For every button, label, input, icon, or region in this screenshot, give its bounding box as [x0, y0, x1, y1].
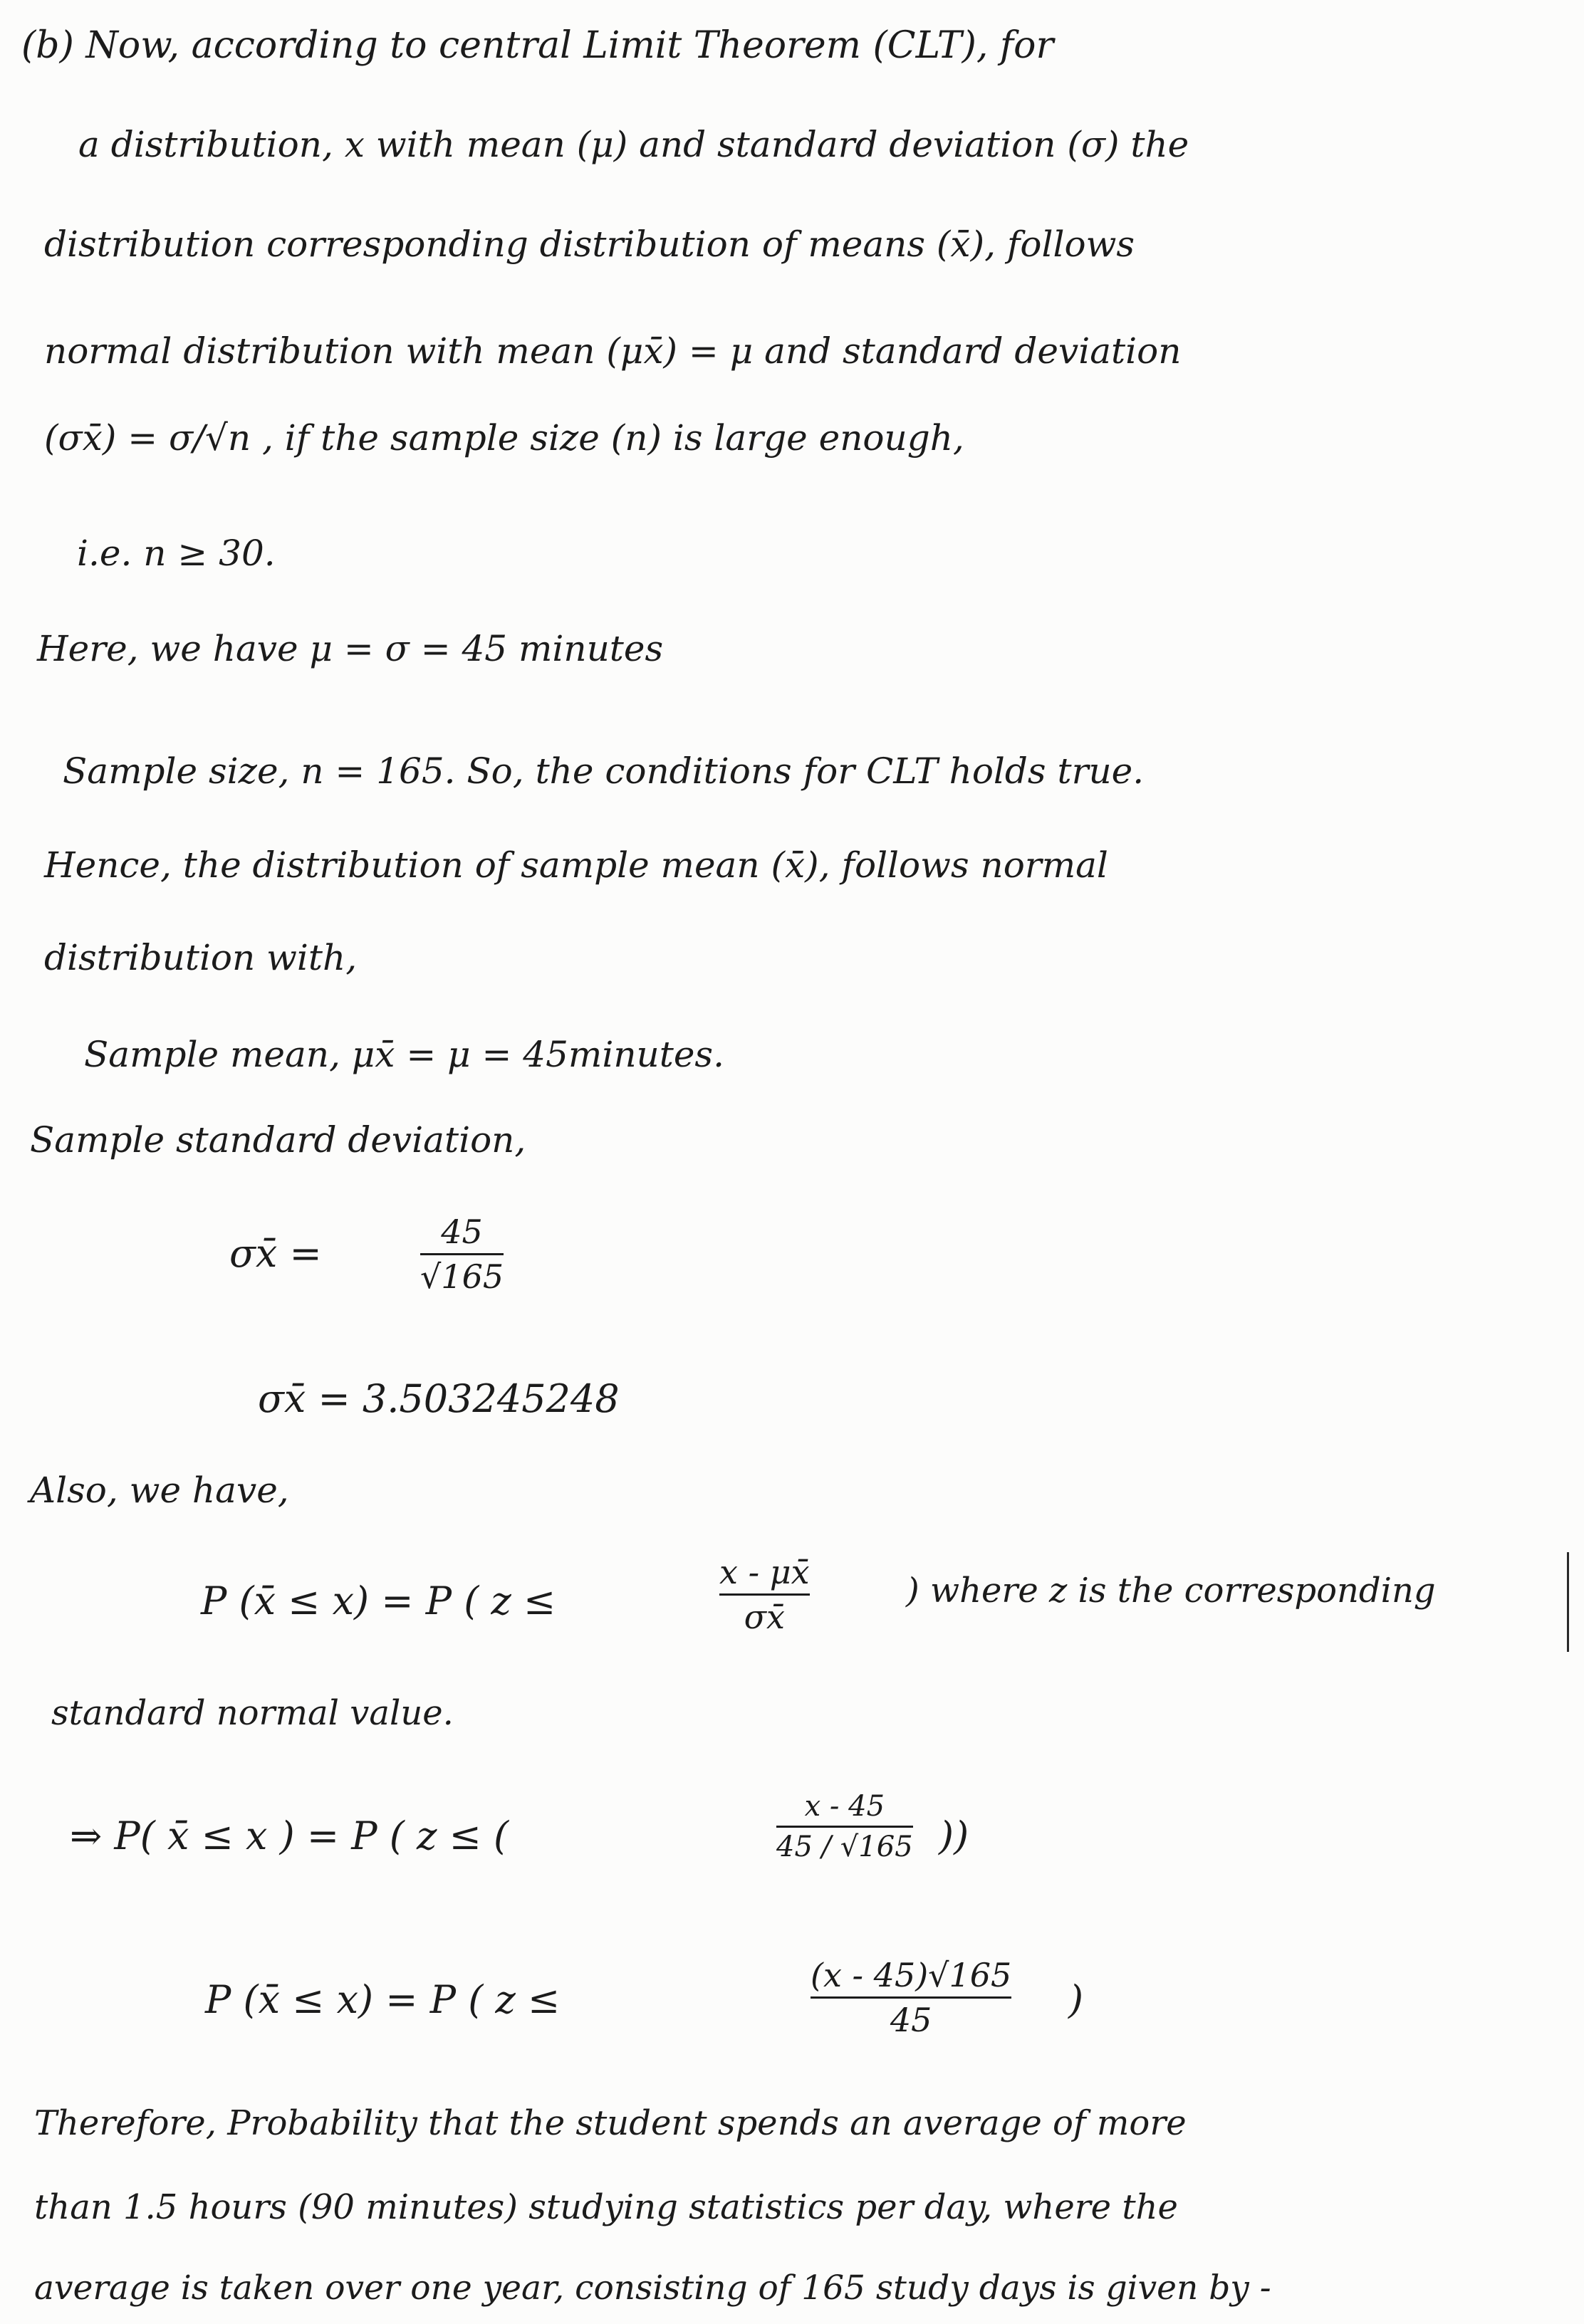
text-line-3: distribution corresponding distribution of means (x̄), follows	[44, 224, 1135, 265]
text-line-22: average is taken over one year, consisting of 165 study days is given by -	[34, 2268, 1271, 2308]
text-line-5: (σx̄) = σ/√n , if the sample size (n) is large enough,	[44, 417, 964, 459]
text-line-17: standard normal value.	[51, 1693, 454, 1733]
sigma-xbar-equals: σx̄ =	[229, 1231, 322, 1276]
fraction-x-minus-45-over-se	[776, 1791, 913, 1862]
fraction-denominator: √165	[420, 1257, 504, 1297]
probability-expression-rhs: ) where z is the corresponding	[906, 1571, 1436, 1611]
margin-edge-mark	[1567, 1552, 1569, 1652]
fraction-bar	[420, 1253, 504, 1255]
fraction-bar	[719, 1593, 810, 1596]
fraction-numerator: 45	[441, 1213, 483, 1251]
text-line-9: Hence, the distribution of sample mean (x̄), follows normal	[44, 844, 1108, 886]
implication-expression-lhs: ⇒ P( x̄ ≤ x ) = P ( z ≤ (	[70, 1813, 509, 1858]
text-line-12: Sample standard deviation,	[30, 1119, 526, 1161]
final-expression-lhs: P (x̄ ≤ x) = P ( z ≤	[205, 1977, 561, 2022]
fraction-z-score	[719, 1555, 810, 1635]
fraction-numerator: (x - 45)√165	[811, 1956, 1012, 1994]
text-line-1: (b) Now, according to central Limit Theorem (CLT), for	[21, 24, 1054, 67]
fraction-bar	[811, 1996, 1011, 1999]
sigma-xbar-value: σx̄ = 3.503245248	[258, 1376, 620, 1421]
text-line-7: Here, we have μ = σ = 45 minutes	[37, 628, 664, 669]
text-line-2: a distribution, x with mean (μ) and standard deviation (σ) the	[78, 124, 1189, 165]
final-expression-rhs: )	[1068, 1977, 1084, 2022]
fraction-denominator: 45	[890, 2001, 932, 2040]
implication-expression-rhs: ))	[939, 1813, 969, 1858]
text-line-21: than 1.5 hours (90 minutes) studying statistics per day, where the	[34, 2187, 1178, 2227]
fraction-denominator: σx̄	[744, 1598, 785, 1637]
text-line-8: Sample size, n = 165. So, the conditions for CLT holds true.	[63, 750, 1145, 792]
fraction-bar	[776, 1826, 913, 1828]
text-line-15: Also, we have,	[30, 1470, 289, 1511]
fraction-numerator: x - 45	[804, 1790, 885, 1823]
text-line-4: normal distribution with mean (μx̄) = μ and standard deviation	[44, 330, 1182, 372]
fraction-numerator: x - μx̄	[719, 1553, 810, 1591]
probability-expression-lhs: P (x̄ ≤ x) = P ( z ≤	[201, 1579, 556, 1623]
text-line-6: i.e. n ≥ 30.	[77, 533, 276, 574]
text-line-20: Therefore, Probability that the student spends an average of more	[34, 2103, 1187, 2143]
text-line-10: distribution with,	[44, 937, 358, 978]
text-line-11: Sample mean, μx̄ = μ = 45minutes.	[84, 1034, 724, 1075]
fraction-45-over-root-165	[420, 1213, 504, 1297]
fraction-scaled-z	[811, 1958, 1011, 2038]
fraction-denominator: 45 / √165	[776, 1831, 913, 1863]
